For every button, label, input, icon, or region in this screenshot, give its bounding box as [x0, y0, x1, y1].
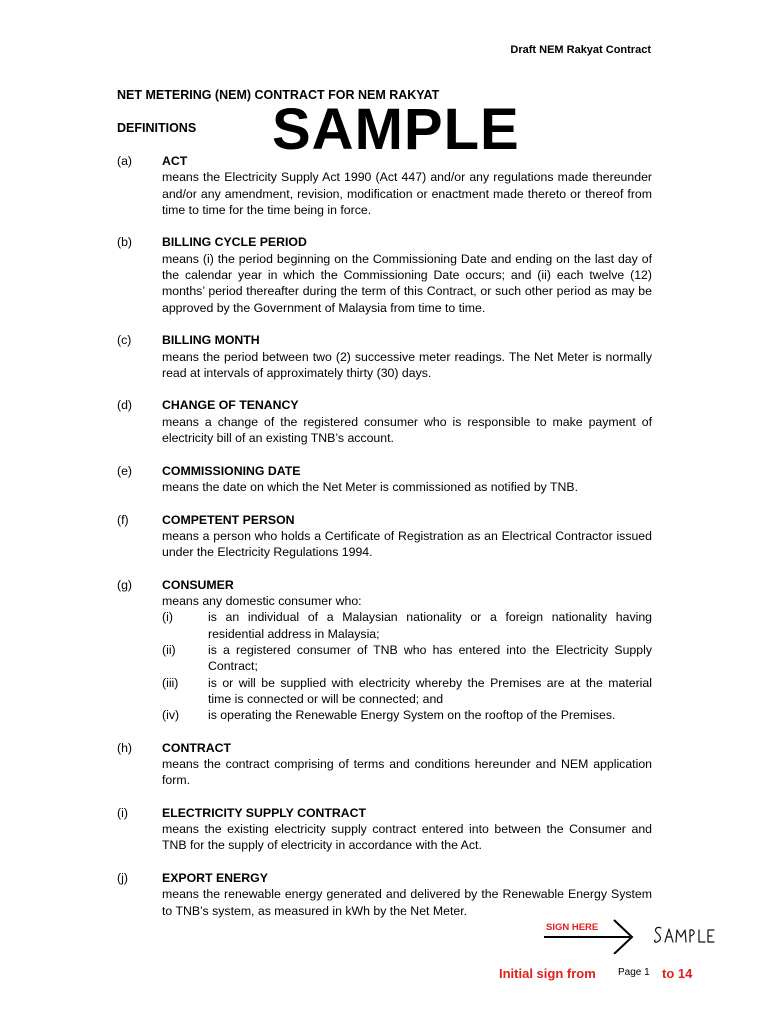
definition-term: CONTRACT	[162, 740, 231, 755]
definition-label: (d)	[117, 398, 133, 413]
definition-term: ACT	[162, 154, 188, 168]
definition-body	[162, 870, 652, 919]
definition-body	[162, 332, 652, 381]
definitions-list	[117, 153, 652, 935]
definition-item	[117, 740, 652, 789]
page-number: Page 1	[618, 967, 650, 978]
subitem-label: (i)	[162, 610, 173, 625]
definition-body	[162, 577, 652, 724]
definition-label: (c)	[117, 333, 132, 348]
subitem-text: is an individual of a Malaysian nationality or a foreign nationality having residential address in Malaysia;	[208, 610, 652, 641]
definition-term: EXPORT ENERGY	[162, 871, 268, 886]
definition-item	[117, 870, 652, 919]
definition-body	[162, 805, 652, 854]
definition-label: (e)	[117, 463, 133, 478]
subitem-text: is operating the Renewable Energy System on the rooftop of the Premises.	[208, 708, 616, 723]
definition-label: (i)	[117, 805, 128, 820]
document-title: NET METERING (NEM) CONTRACT FOR NEM RAKYAT	[117, 88, 440, 102]
definitions-heading: DEFINITIONS	[117, 121, 197, 135]
definition-subitem	[162, 609, 652, 642]
definition-body	[162, 153, 652, 218]
definition-item	[117, 332, 652, 381]
definition-term: COMPETENT PERSON	[162, 512, 295, 527]
definition-text: means the Electricity Supply Act 1990 (Act 447) and/or any regulations made thereunder and/or any amendment, revision, modification or enactment made thereto or thereof from time to time for the time being in force.	[162, 170, 652, 217]
definition-item	[117, 153, 652, 218]
definition-body	[162, 512, 652, 561]
definition-text: means (i) the period beginning on the Commissioning Date and ending on the last day of the calendar year in which the Commissioning Date occurs; and (ii) each twelve (12) months’ period thereafter during the term of this Contract, or such other period as may be approved by the Government of Malaysia from time to time.	[162, 251, 652, 315]
initial-sign-label: Initial sign from	[499, 966, 596, 981]
definition-term: CHANGE OF TENANCY	[162, 398, 299, 413]
definition-text: means the period between two (2) successive meter readings. The Net Meter is normally read at intervals of approximately thirty (30) days.	[162, 349, 652, 380]
definition-body	[162, 234, 652, 315]
definition-body	[162, 397, 652, 446]
subitem-label: (ii)	[162, 642, 176, 657]
definition-text: means a change of the registered consumer who is responsible to make payment of electricity bill of an existing TNB’s account.	[162, 414, 652, 446]
definition-text: means the contract comprising of terms and conditions hereunder and NEM application form.	[162, 756, 652, 788]
subitem-label: (iv)	[162, 708, 180, 723]
definition-item	[117, 805, 652, 854]
page-range-end: to 14	[662, 966, 693, 981]
subitem-label: (iii)	[162, 675, 179, 690]
definition-term: ELECTRICITY SUPPLY CONTRACT	[162, 805, 367, 820]
definition-item	[117, 463, 652, 496]
definition-term: CONSUMER	[162, 577, 234, 592]
definition-label: (h)	[117, 740, 133, 755]
sign-here-label: SIGN HERE	[546, 922, 599, 933]
subitem-text: is a registered consumer of TNB who has entered into the Electricity Supply Contract;	[208, 642, 652, 674]
handwritten-signature	[652, 920, 716, 950]
subitem-text: is or will be supplied with electricity whereby the Premises are at the material time is connected or will be connected; and	[208, 675, 652, 706]
definition-text: means any domestic consumer who:	[162, 594, 362, 609]
definition-label: (a)	[117, 154, 133, 168]
definition-text: means the renewable energy generated and delivered by the Renewable Energy System to TNB’s system, as measured in kWh by the Net Meter.	[162, 887, 652, 918]
definition-item	[117, 512, 652, 561]
definition-label: (f)	[117, 512, 129, 527]
definition-label: (j)	[117, 871, 128, 886]
arrow-icon	[540, 914, 640, 954]
definition-text: means the date on which the Net Meter is commissioned as notified by TNB.	[162, 479, 579, 494]
definition-item	[117, 397, 652, 446]
definition-label: (b)	[117, 235, 133, 250]
definition-text: means a person who holds a Certificate of Registration as an Electrical Contractor issued under the Electricity Regulations 1994.	[162, 528, 652, 560]
definition-body	[162, 740, 652, 789]
definition-term: BILLING CYCLE PERIOD	[162, 235, 307, 250]
definition-subitem	[162, 707, 652, 723]
document-header: Draft NEM Rakyat Contract	[510, 44, 651, 56]
definition-text: means the existing electricity supply contract entered into between the Consumer and TNB for the supply of electricity in accordance with the Act.	[162, 822, 652, 853]
definition-item	[117, 577, 652, 724]
definition-label: (g)	[117, 577, 133, 592]
definition-item	[117, 234, 652, 315]
definition-subitem	[162, 675, 652, 708]
definition-term: COMMISSIONING DATE	[162, 463, 301, 478]
definition-body	[162, 463, 652, 496]
definition-subitem	[162, 642, 652, 675]
sample-watermark: SAMPLE	[272, 97, 520, 162]
definition-term: BILLING MONTH	[162, 333, 260, 348]
